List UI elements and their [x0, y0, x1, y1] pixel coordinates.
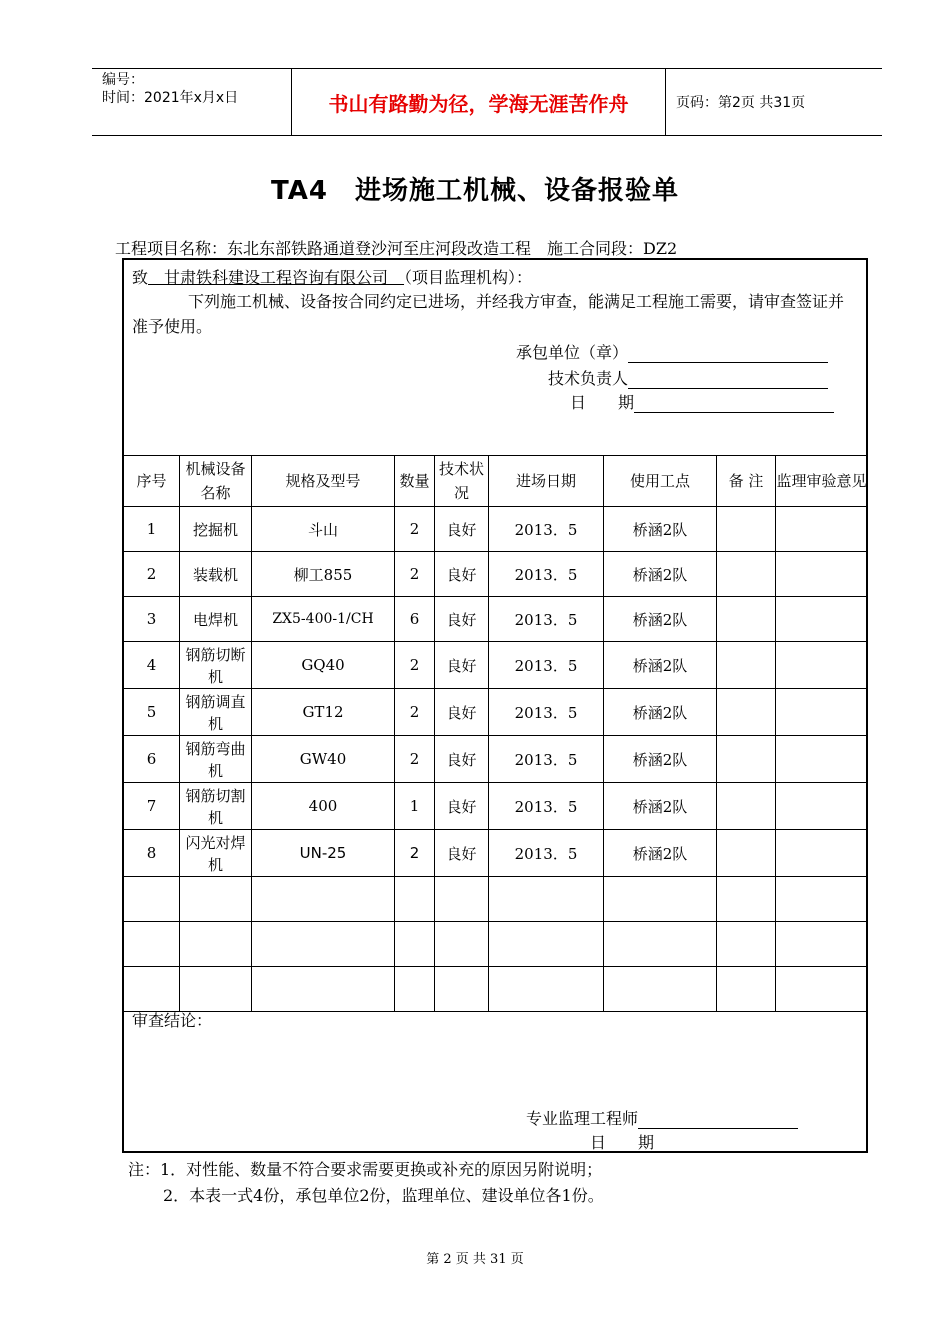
cell-site: 桥涵2队 — [604, 507, 717, 552]
cell-no: 3 — [124, 597, 180, 642]
cell-remark[interactable] — [717, 783, 776, 830]
addressee-prefix: 致 — [132, 268, 149, 287]
cell-remark[interactable] — [717, 922, 776, 967]
cell-remark[interactable] — [717, 642, 776, 689]
cell-site: 桥涵2队 — [604, 689, 717, 736]
cell-opinion[interactable] — [776, 967, 868, 1012]
cell-name: 钢筋切割机 — [180, 783, 252, 830]
project-name: 工程项目名称：东北东部铁路通道登沙河至庄河段改造工程 — [115, 239, 532, 258]
col-header-model: 规格及型号 — [252, 456, 395, 507]
cell-name: 钢筋调直机 — [180, 689, 252, 736]
contractor-date — [570, 390, 834, 413]
technical-lead-signature-field[interactable] — [628, 372, 828, 389]
table-row — [124, 597, 868, 642]
cell-qty: 2 — [395, 830, 435, 877]
cell-status: 良好 — [435, 830, 489, 877]
technical-lead-label: 技术负责人 — [548, 369, 629, 388]
cell-status[interactable] — [435, 922, 489, 967]
cell-opinion[interactable] — [776, 597, 868, 642]
cell-status: 良好 — [435, 597, 489, 642]
table-row — [124, 507, 868, 552]
cell-date: 2013．5 — [489, 507, 604, 552]
cell-model: GT12 — [252, 689, 395, 736]
project-line — [115, 236, 677, 259]
cell-date[interactable] — [489, 922, 604, 967]
cell-name[interactable] — [180, 967, 252, 1012]
header-motto: 书山有路勤为径，学海无涯苦作舟 — [292, 69, 666, 135]
cell-model[interactable] — [252, 967, 395, 1012]
cell-no[interactable] — [124, 922, 180, 967]
cell-status[interactable] — [435, 877, 489, 922]
cell-qty: 2 — [395, 689, 435, 736]
contractor-signature-field[interactable] — [628, 346, 828, 363]
cell-no: 2 — [124, 552, 180, 597]
col-header-qty: 数量 — [395, 456, 435, 507]
page-footer: 第 2 页 共 31 页 — [426, 1252, 524, 1267]
engineer-label: 专业监理工程师 — [526, 1109, 639, 1128]
cell-model: 斗山 — [252, 507, 395, 552]
cell-site: 桥涵2队 — [604, 642, 717, 689]
cell-status[interactable] — [435, 967, 489, 1012]
request-body — [132, 289, 858, 339]
cell-opinion[interactable] — [776, 642, 868, 689]
page-header — [92, 68, 882, 136]
cell-model[interactable] — [252, 922, 395, 967]
cell-site: 桥涵2队 — [604, 783, 717, 830]
cell-status: 良好 — [435, 783, 489, 830]
cell-status: 良好 — [435, 689, 489, 736]
cell-remark[interactable] — [717, 830, 776, 877]
col-header-name: 机械设备名称 — [180, 456, 252, 507]
cell-remark[interactable] — [717, 877, 776, 922]
cell-name: 钢筋弯曲机 — [180, 736, 252, 783]
engineer-signature — [526, 1106, 798, 1129]
cell-no: 8 — [124, 830, 180, 877]
cell-opinion[interactable] — [776, 736, 868, 783]
cell-no: 4 — [124, 642, 180, 689]
col-header-site: 使用工点 — [604, 456, 717, 507]
cell-remark[interactable] — [717, 597, 776, 642]
table-row-empty — [124, 967, 868, 1012]
cell-remark[interactable] — [717, 967, 776, 1012]
addressee-org: 甘肃铁科建设工程咨询有限公司 — [148, 268, 405, 287]
cell-opinion[interactable] — [776, 877, 868, 922]
cell-opinion[interactable] — [776, 552, 868, 597]
cell-date: 2013．5 — [489, 830, 604, 877]
cell-model: UN-25 — [252, 830, 395, 877]
table-row — [124, 736, 868, 783]
cell-no: 6 — [124, 736, 180, 783]
header-page-label: 页码：第2页 共31页 — [676, 95, 806, 111]
cell-qty[interactable] — [395, 922, 435, 967]
note-2: 2．本表一式4份，承包单位2份，监理单位、建设单位各1份。 — [163, 1186, 604, 1205]
cell-status: 良好 — [435, 552, 489, 597]
cell-remark[interactable] — [717, 689, 776, 736]
cell-no: 7 — [124, 783, 180, 830]
col-header-date: 进场日期 — [489, 456, 604, 507]
cell-site[interactable] — [604, 877, 717, 922]
cell-no[interactable] — [124, 877, 180, 922]
cell-site: 桥涵2队 — [604, 736, 717, 783]
cell-model: 400 — [252, 783, 395, 830]
cell-no: 1 — [124, 507, 180, 552]
cell-date: 2013．5 — [489, 642, 604, 689]
cell-qty: 2 — [395, 507, 435, 552]
cell-model: GW40 — [252, 736, 395, 783]
table-row — [124, 830, 868, 877]
cell-model[interactable] — [252, 877, 395, 922]
form-title: TA4 进场施工机械、设备报验单 — [271, 176, 679, 206]
header-meta — [92, 69, 292, 135]
col-header-no: 序号 — [124, 456, 180, 507]
table-row — [124, 689, 868, 736]
cell-qty: 2 — [395, 552, 435, 597]
col-header-status: 技术状况 — [435, 456, 489, 507]
equipment-table — [123, 455, 868, 1012]
cell-opinion[interactable] — [776, 507, 868, 552]
table-row-empty — [124, 922, 868, 967]
cell-site: 桥涵2队 — [604, 830, 717, 877]
cell-status: 良好 — [435, 642, 489, 689]
cell-name: 挖掘机 — [180, 507, 252, 552]
cell-date[interactable] — [489, 877, 604, 922]
table-row — [124, 642, 868, 689]
technical-lead-signature — [548, 366, 828, 389]
review-date-label: 日 期 — [590, 1133, 655, 1152]
cell-qty: 6 — [395, 597, 435, 642]
cell-opinion[interactable] — [776, 689, 868, 736]
cell-date: 2013．5 — [489, 597, 604, 642]
cell-name: 钢筋切断机 — [180, 642, 252, 689]
document-time-label: 时间：2021年x月x日 — [102, 90, 239, 106]
cell-name: 电焊机 — [180, 597, 252, 642]
cell-model: GQ40 — [252, 642, 395, 689]
cell-site: 桥涵2队 — [604, 597, 717, 642]
cell-date: 2013．5 — [489, 736, 604, 783]
cell-site: 桥涵2队 — [604, 552, 717, 597]
note-1: 注：1．对性能、数量不符合要求需要更换或补充的原因另附说明； — [128, 1160, 603, 1179]
cell-date[interactable] — [489, 967, 604, 1012]
cell-qty: 1 — [395, 783, 435, 830]
cell-remark[interactable] — [717, 552, 776, 597]
cell-qty: 2 — [395, 642, 435, 689]
cell-name: 闪光对焊机 — [180, 830, 252, 877]
table-row-empty — [124, 877, 868, 922]
cell-qty: 2 — [395, 736, 435, 783]
table-header-row — [124, 456, 868, 507]
addressee-line — [132, 265, 532, 288]
contractor-signature — [516, 340, 828, 363]
cell-qty[interactable] — [395, 967, 435, 1012]
review-conclusion-label: 审查结论： — [132, 1011, 213, 1030]
contractor-label: 承包单位（章） — [516, 343, 629, 362]
cell-opinion[interactable] — [776, 922, 868, 967]
cell-name: 装载机 — [180, 552, 252, 597]
cell-date: 2013．5 — [489, 783, 604, 830]
table-row — [124, 783, 868, 830]
addressee-suffix: （项目监理机构）： — [404, 268, 533, 287]
review-date — [590, 1130, 816, 1153]
cell-status: 良好 — [435, 736, 489, 783]
cell-status: 良好 — [435, 507, 489, 552]
cell-model: 柳工855 — [252, 552, 395, 597]
engineer-signature-field[interactable] — [638, 1112, 798, 1129]
cell-site[interactable] — [604, 967, 717, 1012]
contractor-date-label: 日 期 — [570, 393, 635, 412]
review-date-field[interactable] — [654, 1136, 816, 1153]
contractor-date-field[interactable] — [634, 396, 834, 413]
cell-no: 5 — [124, 689, 180, 736]
cell-opinion[interactable] — [776, 783, 868, 830]
cell-qty[interactable] — [395, 877, 435, 922]
cell-name[interactable] — [180, 922, 252, 967]
col-header-opinion: 监理审验意见 — [776, 456, 868, 507]
col-header-remark: 备 注 — [717, 456, 776, 507]
cell-remark[interactable] — [717, 736, 776, 783]
cell-date: 2013．5 — [489, 552, 604, 597]
cell-model: ZX5-400-1/CH — [252, 597, 395, 642]
request-text: 下列施工机械、设备按合同约定已进场，并经我方审查，能满足工程施工需要，请审查签证并准予使用。 — [132, 292, 845, 336]
cell-date: 2013．5 — [489, 689, 604, 736]
contract-section: 施工合同段：DZ2 — [547, 239, 678, 258]
cell-site[interactable] — [604, 922, 717, 967]
cell-name[interactable] — [180, 877, 252, 922]
cell-no[interactable] — [124, 967, 180, 1012]
document-number-label: 编号： — [102, 72, 144, 88]
cell-remark[interactable] — [717, 507, 776, 552]
cell-opinion[interactable] — [776, 830, 868, 877]
table-row — [124, 552, 868, 597]
